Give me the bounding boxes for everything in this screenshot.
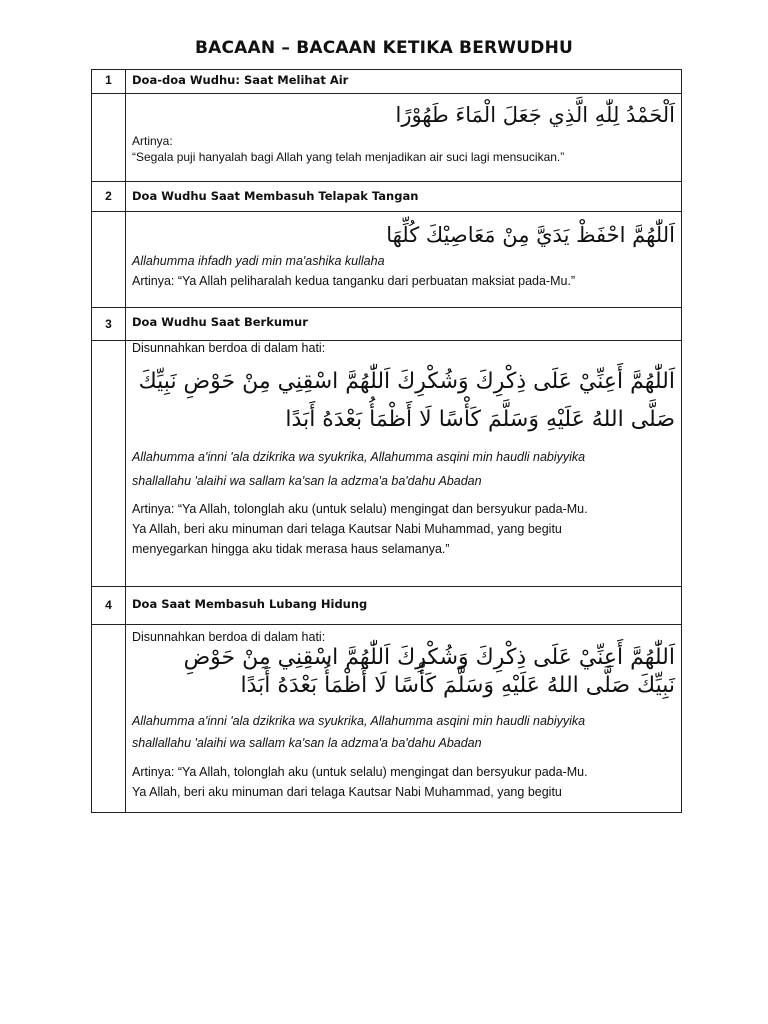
section-1-header-row bbox=[92, 70, 682, 94]
artinya-label: Artinya: bbox=[132, 134, 173, 148]
section-heading: Doa-doa Wudhu: Saat Melihat Air bbox=[126, 70, 682, 94]
note-text: Disunnahkan berdoa di dalam hati: bbox=[132, 630, 326, 644]
section-4-header-row bbox=[92, 587, 682, 625]
section-heading: Doa Wudhu Saat Berkumur bbox=[126, 308, 682, 341]
arabic-line-1: اَللّٰهُمَّ أَعِنِّيْ عَلَى ذِكْرِكَ وَشُكْرِكَ اَللّٰهُمَّ اسْقِنِي مِنْ حَوْضِ bbox=[183, 645, 675, 670]
section-heading: Doa Wudhu Saat Membasuh Telapak Tangan bbox=[126, 182, 682, 212]
latin-line-1: Allahumma a'inni 'ala dzikrika wa syukrika, Allahumma asqini min haudli nabiyyika bbox=[132, 714, 586, 728]
translation-line-1: Artinya: “Ya Allah, tolonglah aku (untuk selalu) mengingat dan bersyukur pada-Mu. bbox=[132, 502, 588, 516]
translation-line-1: Artinya: “Ya Allah, tolonglah aku (untuk selalu) mengingat dan bersyukur pada-Mu. bbox=[132, 765, 588, 779]
arabic-line-1: اَللّٰهُمَّ أَعِنِّيْ عَلَى ذِكْرِكَ وَشُكْرِكَ اَللّٰهُمَّ اسْقِنِي مِنْ حَوْضِ نَبِيِّكَ bbox=[138, 369, 675, 394]
translation-text: Artinya: “Ya Allah peliharalah kedua tanganku dari perbuatan maksiat pada-Mu.” bbox=[132, 274, 576, 288]
arabic-text: اَلْحَمْدُ لِلّٰهِ الَّذِي جَعَلَ الْمَاءَ طَهُوْرًا bbox=[395, 103, 675, 127]
number-spacer bbox=[92, 94, 126, 182]
section-3-body-row bbox=[92, 341, 682, 587]
section-heading: Doa Saat Membasuh Lubang Hidung bbox=[126, 587, 682, 625]
section-number: 4 bbox=[92, 587, 126, 625]
page-title: BACAAN – BACAAN KETIKA BERWUDHU bbox=[194, 38, 574, 58]
section-body bbox=[126, 94, 682, 182]
latin-text: Allahumma ihfadh yadi min ma'ashika kullaha bbox=[132, 254, 385, 268]
number-spacer bbox=[92, 341, 126, 587]
section-body bbox=[126, 212, 682, 308]
section-1-body-row bbox=[92, 94, 682, 182]
translation-line-3: menyegarkan hingga aku tidak merasa haus selamanya.” bbox=[132, 542, 450, 556]
section-3-header-row bbox=[92, 308, 682, 341]
arabic-text: اَللّٰهُمَّ احْفَظْ يَدَيَّ مِنْ مَعَاصِيْكَ كُلِّهَا bbox=[386, 223, 675, 247]
note-text: Disunnahkan berdoa di dalam hati: bbox=[132, 341, 326, 355]
number-spacer bbox=[92, 212, 126, 308]
doa-table bbox=[91, 69, 682, 813]
section-number: 1 bbox=[92, 70, 126, 94]
arabic-line-2: نَبِيِّكَ صَلَّى اللهُ عَلَيْهِ وَسَلَّمَ كَأْسًا لَا أَظْمَأُ بَعْدَهُ أَبَدًا bbox=[240, 673, 675, 698]
section-number: 3 bbox=[92, 308, 126, 341]
section-body bbox=[126, 625, 682, 813]
section-2-header-row bbox=[92, 182, 682, 212]
section-4-body-row bbox=[92, 625, 682, 813]
section-number: 2 bbox=[92, 182, 126, 212]
translation-line-2: Ya Allah, beri aku minuman dari telaga Kautsar Nabi Muhammad, yang begitu bbox=[132, 522, 562, 536]
translation-line-2: Ya Allah, beri aku minuman dari telaga Kautsar Nabi Muhammad, yang begitu bbox=[132, 785, 562, 799]
section-body bbox=[126, 341, 682, 587]
section-2-body-row bbox=[92, 212, 682, 308]
latin-line-1: Allahumma a'inni 'ala dzikrika wa syukrika, Allahumma asqini min haudli nabiyyika bbox=[132, 450, 586, 464]
number-spacer bbox=[92, 625, 126, 813]
translation-text: “Segala puji hanyalah bagi Allah yang telah menjadikan air suci lagi mensucikan.” bbox=[132, 150, 565, 164]
latin-line-2: shallallahu 'alaihi wa sallam ka'san la adzma'a ba'dahu Abadan bbox=[132, 736, 482, 750]
arabic-line-2: صَلَّى اللهُ عَلَيْهِ وَسَلَّمَ كَأْسًا لَا أَظْمَأُ بَعْدَهُ أَبَدًا bbox=[285, 407, 675, 432]
latin-line-2: shallallahu 'alaihi wa sallam ka'san la adzma'a ba'dahu Abadan bbox=[132, 474, 482, 488]
